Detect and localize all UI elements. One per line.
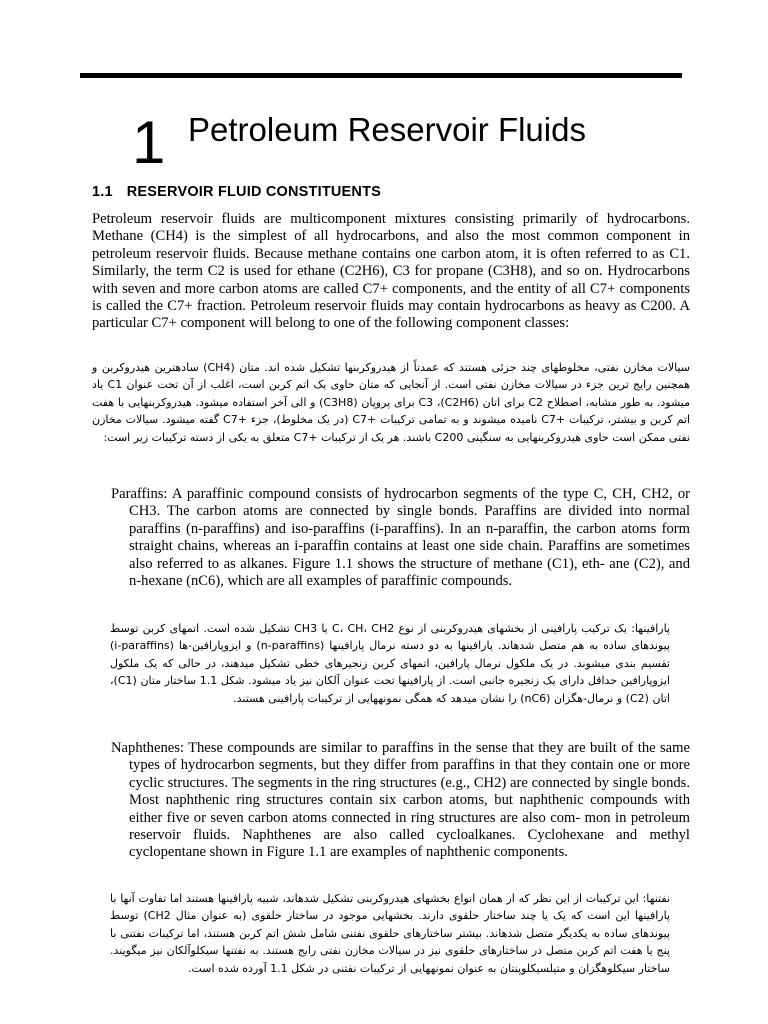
- section-number: 1.1: [92, 184, 113, 200]
- paraffins-paragraph-persian: پارافینها: یک ترکیب پارافینی از بخشهای هیدروکربنی از نوع C، CH، CH2 یا CH3 تشکیل شده است. اتمهای کربن توسط پیوندهای ساده به هم متصل شدهاند. پارافینها به دو دسته نرمال پارافینها (n-paraffins) و ایزوپارافین-ها (i-paraffins) تقسیم بندی میشوند. در یک ملکول نرمال پارافین، اتمهای کربن زنجیرهای خطی تشکیل میدهند، در حالی که یک ملکول ایزوپارافین حداقل دارای یک زنجیره جانبی است. از پارافینها تحت عنوان آلکان نیز یاد میشود. شکل 1.1 ساختار متان (C1)، اتان (C2) و نرمال-هگزان (nC6) را نشان میدهد که همگی نمونههایی از ترکیبات پارافینی هستند.: [110, 622, 670, 705]
- top-rule: [80, 73, 682, 78]
- naphthenes-paragraph-persian: نفتنها: این ترکیبات از این نظر که از همان انواع بخشهای هیدروکربنی تشکیل شدهاند، شبیه پارافینها هستند اما تفاوت آنها با پارافینها این است که یک یا چند ساختار حلقوی دارند. بخشهایی موجود در ساختار حلقوی (به عنوان مثال CH2) توسط پیوندهای ساده به یکدیگر متصل شدهاند. بیشتر ساختارهای حلقوی نفتنی شامل شش اتم کربن هستند، اما ترکیبات نفتنی با پنج یا هفت اتم کربن متصل در ساختارهای حلقوی نیز در سیالات مخازن نفتی رایج هستند. به نفتنها سیکلوآلکان نیز میگویند. ساختار سیکلوهگزان و متیلسیکلوپنتان به عنوان نمونههایی از ترکیبات نفتنی در شکل 1.1 آورده شده است.: [110, 892, 670, 975]
- paraffins-paragraph-english: Paraffins: A paraffinic compound consists of hydrocarbon segments of the type C, CH, CH2, or CH3. The carbon atoms are connected by single bonds. Paraffins are divided into normal paraffins (n-paraffins) and iso-paraffins (i-paraffins). In an n-paraffin, the carbon atoms form straight chains, whereas an i-paraffin contains at least one side chain. Paraffins are sometimes also referred to as alkanes. Figure 1.1 shows the structure of methane (C1), eth- ane (C2), and n-hexane (nC6), which are all examples of paraffinic compounds.: [111, 486, 690, 590]
- section-heading: [92, 184, 381, 200]
- intro-paragraph-persian: سیالات مخازن نفتی، مخلوطهای چند جزئی هستند که عمدتاً از هیدروکربنها تشکیل شده اند. متان (CH4) سادهترین هیدروکربن و همچنین رایج ترین جزء در سیالات مخازن نفتی است. از آنجایی که متان حاوی یک اتم کربن است، اغلب از آن تحت عنوان C1 یاد میشود. به طور مشابه، اصطلاح C2 برای اتان (C2H6)، C3 برای پروپان (C3H8) و الی آخر استفاده میشود. هیدروکربنهایی با هفت اتم کربن و بیشتر، ترکیبات +C7 نامیده میشوند و به تمامی ترکیبات +C7 (در یک مخلوط)، جزء +C7 گفته میشود. سیالات مخازن نفتی ممکن است حاوی هیدروکربنهایی به سنگینی C200 باشند. هر یک از ترکیبات +C7 متعلق به یکی از دسته ترکیبات زیر است:: [92, 361, 691, 444]
- chapter-title: Petroleum Reservoir Fluids: [188, 111, 586, 148]
- intro-paragraph-english: Petroleum reservoir fluids are multicomponent mixtures consisting primarily of hydrocarbons. Methane (CH4) is the simplest of all hydrocarbons, and also the most common component in petroleum reservoir fluids. Because methane contains one carbon atom, it is often referred to as C1. Similarly, the term C2 is used for ethane (C2H6), C3 for propane (C3H8), and so on. Hydrocarbons with seven and more carbon atoms are called C7+ components, and the entity of all C7+ components is called the C7+ fraction. Petroleum reservoir fluids may contain hydrocarbons as heavy as C200. A particular C7+ component will belong to one of the following component classes:: [92, 211, 690, 332]
- chapter-heading: [80, 108, 700, 178]
- chapter-number: 1: [132, 109, 166, 176]
- section-title: RESERVOIR FLUID CONSTITUENTS: [126, 184, 382, 200]
- naphthenes-paragraph-english: Naphthenes: These compounds are similar to paraffins in the sense that they are built of the same types of hydrocarbon segments, but they differ from paraffins in that they contain one or more cyclic structures. The segments in the ring structures (e.g., CH2) are connected by single bonds. Most naphthenic ring structures contain six carbon atoms, but naphthenic compounds with either five or seven carbon atoms connected in ring structures are also com- mon in petroleum reservoir fluids. Naphthenes are also called cycloalkanes. Cyclohexane and methyl cyclopentane shown in Figure 1.1 are examples of naphthenic components.: [111, 740, 690, 861]
